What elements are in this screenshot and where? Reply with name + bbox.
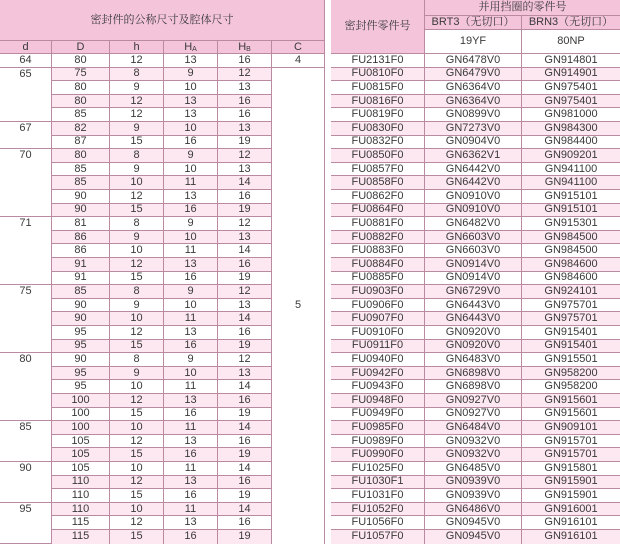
- cell-brn3: GN914801: [522, 54, 620, 68]
- cell-d: 95: [0, 503, 52, 544]
- cell-hb: 16: [218, 476, 272, 490]
- cell-brn3: GN984500: [522, 231, 620, 245]
- cell-brn3: GN915901: [522, 476, 620, 490]
- cell-brn3: GN909201: [522, 149, 620, 163]
- cell-D: 95: [52, 326, 110, 340]
- cell-h: 15: [110, 340, 164, 354]
- cell-brt3: GN6486V0: [425, 503, 522, 517]
- cell-hb: 13: [218, 231, 272, 245]
- cell-hb: 14: [218, 244, 272, 258]
- cell-hb: 19: [218, 448, 272, 462]
- cell-brn3: GN916101: [522, 516, 620, 530]
- cell-brn3: GN941100: [522, 163, 620, 177]
- cell-hb: 16: [218, 326, 272, 340]
- cell-brn3: GN984600: [522, 272, 620, 286]
- cell-brt3: GN6484V0: [425, 421, 522, 435]
- cell-h: 9: [110, 163, 164, 177]
- cell-part-number: FU0862F0: [331, 190, 425, 204]
- cell-d: 71: [0, 217, 52, 285]
- cell-hb: 14: [218, 462, 272, 476]
- cell-part-number: FU0906F0: [331, 299, 425, 313]
- cell-ha: 16: [164, 136, 218, 150]
- cell-ha: 9: [164, 149, 218, 163]
- col-HA-header: [164, 41, 218, 54]
- col-C-header: [272, 41, 325, 54]
- cell-hb: 13: [218, 299, 272, 313]
- cell-D: 115: [52, 516, 110, 530]
- cell-h: 8: [110, 149, 164, 163]
- cell-ha: 11: [164, 421, 218, 435]
- cell-part-number: FU0885F0: [331, 272, 425, 286]
- cell-D: 95: [52, 380, 110, 394]
- cell-hb: 14: [218, 312, 272, 326]
- cell-h: 15: [110, 408, 164, 422]
- cell-ha: 16: [164, 340, 218, 354]
- cell-brt3: GN0914V0: [425, 258, 522, 272]
- cell-d: 67: [0, 122, 52, 149]
- cell-c-merged: 5: [272, 68, 325, 544]
- cell-brt3: GN6443V0: [425, 299, 522, 313]
- cell-h: 10: [110, 176, 164, 190]
- col-HA-label: H: [184, 41, 193, 53]
- cell-part-number: FU1052F0: [331, 503, 425, 517]
- header-brn3-code: 80NP: [522, 30, 620, 54]
- cell-brt3: GN6729V0: [425, 285, 522, 299]
- cell-D: 90: [52, 190, 110, 204]
- cell-ha: 16: [164, 272, 218, 286]
- cell-h: 8: [110, 285, 164, 299]
- col-HA-subscript: A: [192, 45, 197, 53]
- cell-ha: 9: [164, 285, 218, 299]
- cell-h: 10: [110, 380, 164, 394]
- cell-brn3: GN958200: [522, 380, 620, 394]
- cell-brn3: GN984600: [522, 258, 620, 272]
- cell-brt3: GN0914V0: [425, 272, 522, 286]
- cell-h: 8: [110, 68, 164, 82]
- cell-part-number: FU1025F0: [331, 462, 425, 476]
- cell-D: 90: [52, 353, 110, 367]
- cell-brt3: GN0945V0: [425, 516, 522, 530]
- cell-brt3: GN6443V0: [425, 312, 522, 326]
- cell-hb: 12: [218, 68, 272, 82]
- cell-part-number: FU0910F0: [331, 326, 425, 340]
- cell-ha: 11: [164, 380, 218, 394]
- cell-hb: 19: [218, 136, 272, 150]
- cell-D: 100: [52, 394, 110, 408]
- cell-hb: 14: [218, 176, 272, 190]
- cell-hb: 13: [218, 122, 272, 136]
- cell-h: 15: [110, 204, 164, 218]
- cell-brn3: GN915101: [522, 190, 620, 204]
- cell-part-number: FU0949F0: [331, 408, 425, 422]
- cell-D: 100: [52, 408, 110, 422]
- cell-ha: 11: [164, 503, 218, 517]
- cell-brt3: GN6478V0: [425, 54, 522, 68]
- cell-hb: 13: [218, 367, 272, 381]
- cell-part-number: FU0884F0: [331, 258, 425, 272]
- cell-h: 10: [110, 503, 164, 517]
- cell-part-number: FU0911F0: [331, 340, 425, 354]
- col-h-header: [110, 41, 164, 54]
- cell-part-number: FU0907F0: [331, 312, 425, 326]
- cell-D: 85: [52, 108, 110, 122]
- cell-brn3: GN915601: [522, 394, 620, 408]
- cell-brt3: GN0932V0: [425, 448, 522, 462]
- cell-ha: 13: [164, 108, 218, 122]
- cell-hb: 19: [218, 340, 272, 354]
- cell-part-number: FU0816F0: [331, 95, 425, 109]
- cell-brt3: GN6485V0: [425, 462, 522, 476]
- cell-hb: 16: [218, 190, 272, 204]
- col-h-label: h: [133, 41, 140, 53]
- cell-ha: 9: [164, 353, 218, 367]
- cell-ha: 13: [164, 258, 218, 272]
- cell-h: 8: [110, 217, 164, 231]
- cell-brt3: GN6442V0: [425, 163, 522, 177]
- cell-D: 91: [52, 272, 110, 286]
- cell-brt3: GN6603V0: [425, 244, 522, 258]
- cell-hb: 16: [218, 394, 272, 408]
- cell-brn3: GN941100: [522, 176, 620, 190]
- cell-ha: 13: [164, 435, 218, 449]
- cell-brn3: GN975701: [522, 299, 620, 313]
- cell-ha: 10: [164, 367, 218, 381]
- cell-h: 12: [110, 54, 164, 68]
- cell-h: 10: [110, 312, 164, 326]
- cell-ha: 10: [164, 231, 218, 245]
- cell-brn3: GN915101: [522, 204, 620, 218]
- cell-brt3: GN6482V0: [425, 217, 522, 231]
- cell-D: 105: [52, 435, 110, 449]
- cell-D: 80: [52, 54, 110, 68]
- cell-brn3: GN915801: [522, 462, 620, 476]
- cell-h: 12: [110, 435, 164, 449]
- cell-part-number: FU0815F0: [331, 81, 425, 95]
- header-brt3-code: 19YF: [425, 30, 522, 54]
- cell-part-number: FU0882F0: [331, 231, 425, 245]
- cell-hb: 13: [218, 163, 272, 177]
- cell-d: 75: [0, 285, 52, 353]
- cell-h: 9: [110, 367, 164, 381]
- cell-ha: 10: [164, 81, 218, 95]
- cell-brn3: GN915701: [522, 448, 620, 462]
- cell-part-number: FU0810F0: [331, 68, 425, 82]
- cell-ha: 13: [164, 516, 218, 530]
- cell-part-number: FU0857F0: [331, 163, 425, 177]
- cell-h: 9: [110, 122, 164, 136]
- cell-h: 15: [110, 489, 164, 503]
- cell-brt3: GN6479V0: [425, 68, 522, 82]
- cell-d: 80: [0, 353, 52, 421]
- cell-hb: 19: [218, 272, 272, 286]
- cell-brt3: GN0920V0: [425, 326, 522, 340]
- cell-ha: 13: [164, 326, 218, 340]
- cell-brt3: GN6442V0: [425, 176, 522, 190]
- cell-brn3: GN915701: [522, 435, 620, 449]
- cell-brt3: GN0939V0: [425, 489, 522, 503]
- cell-brt3: GN0899V0: [425, 108, 522, 122]
- cell-hb: 14: [218, 421, 272, 435]
- cell-brt3: GN7273V0: [425, 122, 522, 136]
- cell-brn3: GN915901: [522, 489, 620, 503]
- cell-hb: 16: [218, 516, 272, 530]
- cell-hb: 12: [218, 149, 272, 163]
- cell-hb: 19: [218, 489, 272, 503]
- cell-D: 86: [52, 244, 110, 258]
- cell-ha: 16: [164, 204, 218, 218]
- cell-hb: 19: [218, 530, 272, 544]
- cell-D: 86: [52, 231, 110, 245]
- cell-h: 15: [110, 530, 164, 544]
- cell-h: 15: [110, 448, 164, 462]
- cell-part-number: FU0832F0: [331, 136, 425, 150]
- header-dimensions-group: 密封件的公称尺寸及腔体尺寸: [0, 0, 325, 41]
- cell-brt3: GN0927V0: [425, 408, 522, 422]
- cell-hb: 16: [218, 108, 272, 122]
- cell-brt3: GN6898V0: [425, 380, 522, 394]
- cell-brn3: GN958200: [522, 367, 620, 381]
- cell-d: 85: [0, 421, 52, 462]
- cell-D: 95: [52, 367, 110, 381]
- cell-D: 90: [52, 299, 110, 313]
- cell-part-number: FU1057F0: [331, 530, 425, 544]
- cell-h: 8: [110, 353, 164, 367]
- cell-brn3: GN916001: [522, 503, 620, 517]
- cell-hb: 16: [218, 54, 272, 68]
- cell-part-number: FU0948F0: [331, 394, 425, 408]
- col-D-header: [52, 41, 110, 54]
- cell-brn3: GN914901: [522, 68, 620, 82]
- cell-hb: 16: [218, 435, 272, 449]
- cell-hb: 13: [218, 81, 272, 95]
- cell-D: 110: [52, 489, 110, 503]
- header-part-number: 密封件零件号: [331, 0, 425, 54]
- cell-hb: 14: [218, 380, 272, 394]
- cell-ha: 10: [164, 299, 218, 313]
- cell-part-number: FU0883F0: [331, 244, 425, 258]
- cell-ha: 16: [164, 408, 218, 422]
- cell-part-number: FU0942F0: [331, 367, 425, 381]
- cell-D: 115: [52, 530, 110, 544]
- cell-brn3: GN981000: [522, 108, 620, 122]
- cell-h: 15: [110, 272, 164, 286]
- cell-h: 15: [110, 136, 164, 150]
- cell-D: 110: [52, 476, 110, 490]
- cell-h: 10: [110, 244, 164, 258]
- cell-part-number: FU0881F0: [331, 217, 425, 231]
- cell-ha: 13: [164, 394, 218, 408]
- cell-hb: 16: [218, 95, 272, 109]
- cell-ha: 13: [164, 476, 218, 490]
- cell-brn3: GN915401: [522, 340, 620, 354]
- cell-ha: 11: [164, 176, 218, 190]
- header-brn3: BRN3（无切口）: [522, 16, 620, 30]
- col-d-label: d: [22, 41, 29, 53]
- cell-brn3: GN984500: [522, 244, 620, 258]
- cell-part-number: FU1030F1: [331, 476, 425, 490]
- cell-part-number: FU0985F0: [331, 421, 425, 435]
- cell-hb: 14: [218, 503, 272, 517]
- cell-part-number: FU1031F0: [331, 489, 425, 503]
- cell-ha: 13: [164, 190, 218, 204]
- cell-part-number: FU0940F0: [331, 353, 425, 367]
- cell-part-number: FU0943F0: [331, 380, 425, 394]
- cell-part-number: FU0903F0: [331, 285, 425, 299]
- cell-ha: 16: [164, 489, 218, 503]
- cell-brt3: GN0904V0: [425, 136, 522, 150]
- header-brt3: BRT3（无切口）: [425, 16, 522, 30]
- cell-ha: 11: [164, 244, 218, 258]
- cell-h: 12: [110, 95, 164, 109]
- cell-part-number: FU0850F0: [331, 149, 425, 163]
- col-HB-label: H: [238, 41, 247, 53]
- cell-brn3: GN915601: [522, 408, 620, 422]
- cell-D: 95: [52, 340, 110, 354]
- cell-h: 12: [110, 326, 164, 340]
- cell-D: 85: [52, 176, 110, 190]
- cell-brn3: GN975401: [522, 95, 620, 109]
- cell-brn3: GN915301: [522, 217, 620, 231]
- cell-brt3: GN6362V1: [425, 149, 522, 163]
- col-HB-subscript: B: [246, 45, 251, 53]
- cell-h: 12: [110, 476, 164, 490]
- cell-D: 85: [52, 163, 110, 177]
- cell-D: 81: [52, 217, 110, 231]
- cell-h: 9: [110, 81, 164, 95]
- cell-brt3: GN0910V0: [425, 204, 522, 218]
- cell-brt3: GN0910V0: [425, 190, 522, 204]
- header-backup-ring-group: 并用挡圈的零件号: [425, 0, 620, 16]
- cell-ha: 13: [164, 54, 218, 68]
- cell-ha: 10: [164, 122, 218, 136]
- cell-h: 12: [110, 258, 164, 272]
- cell-part-number: FU0989F0: [331, 435, 425, 449]
- cell-ha: 10: [164, 163, 218, 177]
- cell-D: 105: [52, 462, 110, 476]
- cell-h: 10: [110, 462, 164, 476]
- cell-ha: 9: [164, 68, 218, 82]
- cell-D: 110: [52, 503, 110, 517]
- cell-brt3: GN0945V0: [425, 530, 522, 544]
- cell-hb: 19: [218, 204, 272, 218]
- cell-hb: 12: [218, 285, 272, 299]
- cell-part-number: FU0858F0: [331, 176, 425, 190]
- cell-D: 90: [52, 204, 110, 218]
- cell-D: 100: [52, 421, 110, 435]
- cell-part-number: FU2131F0: [331, 54, 425, 68]
- col-C-label: C: [294, 41, 302, 53]
- cell-brn3: GN975401: [522, 81, 620, 95]
- cell-brt3: GN0939V0: [425, 476, 522, 490]
- cell-h: 9: [110, 299, 164, 313]
- cell-h: 10: [110, 421, 164, 435]
- cell-h: 12: [110, 516, 164, 530]
- cell-ha: 11: [164, 312, 218, 326]
- cell-D: 91: [52, 258, 110, 272]
- cell-part-number: FU0819F0: [331, 108, 425, 122]
- cell-brt3: GN0927V0: [425, 394, 522, 408]
- cell-h: 12: [110, 108, 164, 122]
- cell-hb: 12: [218, 217, 272, 231]
- cell-D: 87: [52, 136, 110, 150]
- cell-brt3: GN0932V0: [425, 435, 522, 449]
- cell-hb: 12: [218, 353, 272, 367]
- cell-part-number: FU1056F0: [331, 516, 425, 530]
- cell-brn3: GN975701: [522, 312, 620, 326]
- cell-D: 75: [52, 68, 110, 82]
- cell-d: 65: [0, 68, 52, 122]
- cell-ha: 11: [164, 462, 218, 476]
- cell-part-number: FU0830F0: [331, 122, 425, 136]
- col-D-label: D: [76, 41, 85, 53]
- cell-h: 12: [110, 190, 164, 204]
- cell-D: 80: [52, 149, 110, 163]
- cell-d: 90: [0, 462, 52, 503]
- cell-hb: 19: [218, 408, 272, 422]
- cell-hb: 16: [218, 258, 272, 272]
- cell-part-number: FU0990F0: [331, 448, 425, 462]
- col-HB-header: [218, 41, 272, 54]
- cell-ha: 16: [164, 448, 218, 462]
- cell-ha: 16: [164, 530, 218, 544]
- cell-brt3: GN6364V0: [425, 95, 522, 109]
- cell-ha: 9: [164, 217, 218, 231]
- cell-brt3: GN6364V0: [425, 81, 522, 95]
- cell-d: 70: [0, 149, 52, 217]
- cell-brt3: GN0920V0: [425, 340, 522, 354]
- cell-brn3: GN924101: [522, 285, 620, 299]
- cell-d: 64: [0, 54, 52, 68]
- cell-brt3: GN6483V0: [425, 353, 522, 367]
- cell-brt3: GN6603V0: [425, 231, 522, 245]
- cell-brn3: GN909101: [522, 421, 620, 435]
- cell-brn3: GN915401: [522, 326, 620, 340]
- col-d-header: [0, 41, 52, 54]
- cell-D: 105: [52, 448, 110, 462]
- cell-ha: 13: [164, 95, 218, 109]
- cell-part-number: FU0864F0: [331, 204, 425, 218]
- cell-D: 85: [52, 285, 110, 299]
- cell-brt3: GN6898V0: [425, 367, 522, 381]
- cell-D: 80: [52, 95, 110, 109]
- cell-brn3: GN916101: [522, 530, 620, 544]
- cell-brn3: GN915501: [522, 353, 620, 367]
- cell-h: 9: [110, 231, 164, 245]
- cell-c: 4: [272, 54, 325, 68]
- cell-D: 80: [52, 81, 110, 95]
- cell-h: 12: [110, 394, 164, 408]
- cell-brn3: GN984300: [522, 122, 620, 136]
- cell-D: 82: [52, 122, 110, 136]
- cell-D: 90: [52, 312, 110, 326]
- cell-brn3: GN984400: [522, 136, 620, 150]
